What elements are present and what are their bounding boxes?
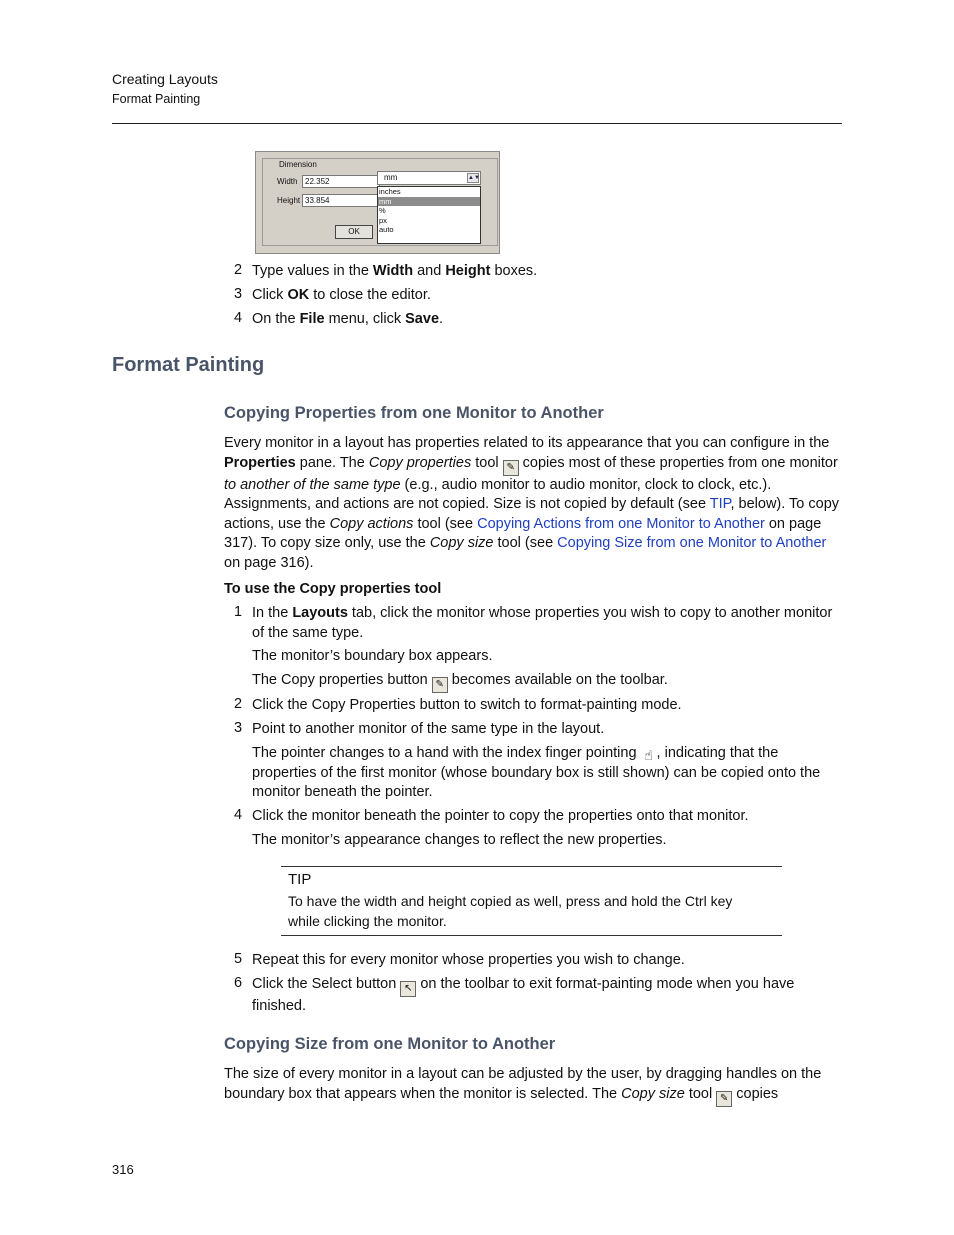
- unit-option[interactable]: inches: [379, 187, 401, 196]
- copy-size-icon: ✎: [716, 1091, 732, 1107]
- ok-button[interactable]: OK: [335, 225, 373, 239]
- step-text: Click the Copy Properties button to switch to format-painting mode.: [252, 697, 682, 713]
- height-field[interactable]: 33.854: [302, 194, 380, 207]
- tip-top-rule: [281, 866, 782, 867]
- unit-dropdown-list[interactable]: [377, 186, 481, 244]
- subsection-heading: Copying Size from one Monitor to Another: [224, 1035, 556, 1053]
- step-text: Type values in the Width and Height boxes.: [252, 263, 538, 279]
- tip-text: To have the width and height copied as well, press and hold the Ctrl key while clicking the monitor.: [288, 893, 733, 929]
- tip-title: TIP: [288, 871, 312, 888]
- step-number: 1: [234, 604, 243, 620]
- step-text: Repeat this for every monitor whose properties you wish to change.: [252, 952, 685, 968]
- width-field[interactable]: 22.352: [302, 175, 380, 188]
- copy-properties-icon: ✎: [503, 460, 519, 476]
- unit-option[interactable]: %: [379, 206, 386, 215]
- copy-properties-icon: ✎: [432, 677, 448, 693]
- tip-link[interactable]: TIP: [709, 496, 731, 512]
- page-number: 316: [112, 1162, 134, 1177]
- copying-size-link[interactable]: Copying Size from one Monitor to Another: [557, 535, 827, 551]
- step-note: The pointer changes to a hand with the index finger pointing ☝ , indicating that the properties of the first monitor (whose boundary box is still shown) can be copied onto the monitor beneath the pointer.: [252, 745, 821, 800]
- dimension-group-label: Dimension: [279, 160, 317, 169]
- step-number: 4: [234, 310, 243, 326]
- unit-select-value: mm: [384, 173, 398, 182]
- size-paragraph: The size of every monitor in a layout can be adjusted by the user, by dragging handles on the boundary box that appears when the monitor is selected. The Copy size tool ✎ copies: [224, 1065, 839, 1107]
- chevron-down-icon[interactable]: ▲▼: [468, 175, 480, 181]
- step-note: The monitor’s boundary box appears.: [252, 648, 493, 664]
- height-label: Height: [277, 196, 301, 205]
- step-number: 2: [234, 262, 243, 278]
- subsection-heading: Copying Properties from one Monitor to Another: [224, 404, 604, 422]
- width-label: Width: [277, 177, 298, 186]
- dimension-group: [262, 158, 498, 246]
- pointing-hand-icon: ☝: [641, 747, 657, 763]
- running-header-section: Format Painting: [112, 92, 201, 106]
- step-number: 2: [234, 696, 243, 712]
- step-text: On the File menu, click Save.: [252, 311, 444, 327]
- intro-paragraph: Every monitor in a layout has properties related to its appearance that you can configure in the Properties pane. The Copy properties tool ✎ copies most of these properties from one monitor to another of the same type (e.g., audio monitor to audio monitor, clock to clock, etc.). Assignments, and actions are not copied. Size is not copied by default (see TIP, below). To copy actions, use the Copy actions tool (see Copying Actions from one Monitor to Another on page 317). To copy size only, use the Copy size tool (see Copying Size from one Monitor to Another on page 316).: [224, 435, 840, 571]
- step-number: 6: [234, 975, 243, 991]
- step-text: Click OK to close the editor.: [252, 287, 431, 303]
- step-text: Point to another monitor of the same type in the layout.: [252, 721, 605, 737]
- running-header-chapter: Creating Layouts: [112, 71, 218, 87]
- unit-select[interactable]: [377, 171, 481, 185]
- unit-option[interactable]: px: [379, 215, 387, 225]
- step-number: 4: [234, 807, 243, 823]
- dimension-dialog-screenshot: [255, 151, 500, 254]
- header-rule: [112, 123, 842, 124]
- select-pointer-icon: ↖: [400, 981, 416, 997]
- step-text: Click the monitor beneath the pointer to copy the properties onto that monitor.: [252, 808, 749, 824]
- step-number: 5: [234, 951, 243, 967]
- step-note: The monitor’s appearance changes to reflect the new properties.: [252, 832, 667, 848]
- procedure-title: To use the Copy properties tool: [224, 581, 442, 597]
- tip-bottom-rule: [281, 935, 782, 936]
- unit-option-selected[interactable]: mm: [378, 197, 480, 207]
- step-text: Click the Select button ↖ on the toolbar to exit format-painting mode when you have finished.: [252, 976, 795, 1014]
- step-note: The Copy properties button ✎ becomes available on the toolbar.: [252, 671, 668, 693]
- copying-actions-link[interactable]: Copying Actions from one Monitor to Another: [477, 515, 765, 532]
- step-number: 3: [234, 286, 243, 302]
- unit-option[interactable]: auto: [379, 225, 394, 234]
- step-number: 3: [234, 720, 243, 736]
- section-heading: Format Painting: [112, 354, 265, 376]
- step-text: In the Layouts tab, click the monitor whose properties you wish to copy to another monitor of the same type.: [252, 605, 833, 641]
